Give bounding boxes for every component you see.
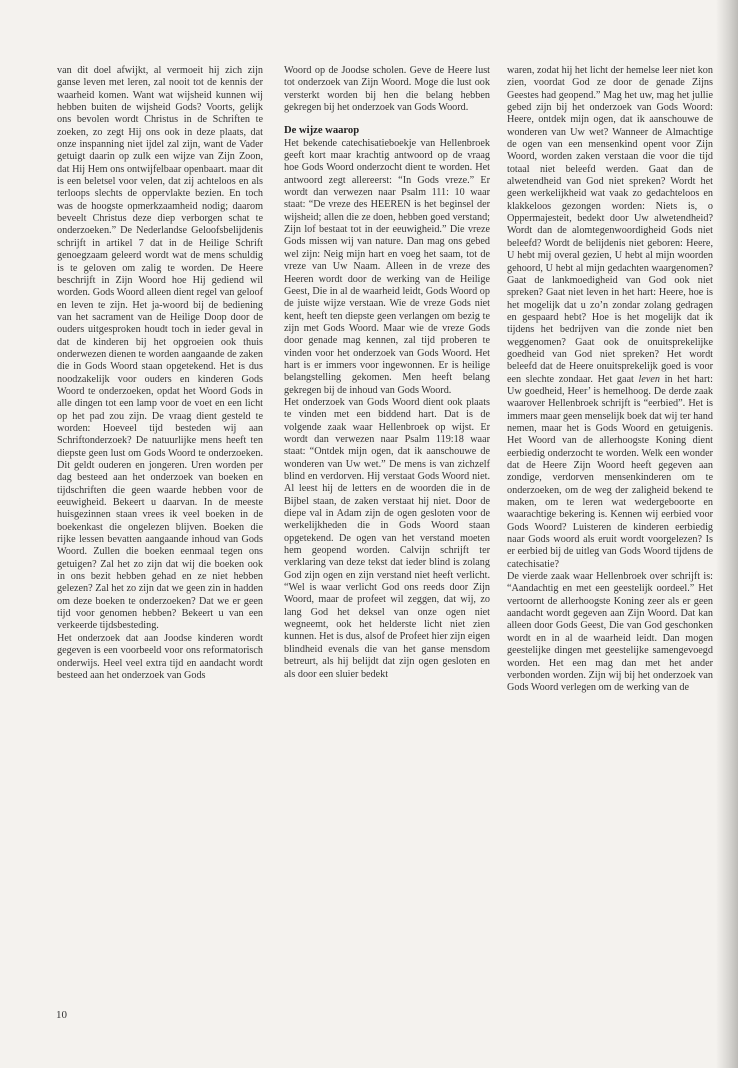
paragraph-text: waren, zodat hij het licht der hemelse leer niet kon zien, voordat God ze door de genade Zijns Geestes had geopend.” Mag het uw, mag het jullie gebed zijn bij het onderzoek van Gods Woord: Heere, ontdek mijn ogen, dat ik aanschouwe de wonderen van Uw wet? Wanneer de Almachtige de ogen van een mensenkind opent voor Zijn Woord, worden zaken verstaan die voor die tijd totaal niet beleefd werden. Gaat dan de alwetendheid van God niet spreken? Wordt het geen werkelijkheid wat vaak zo gedachteloos en klakkeloos gezongen worden: Niets is, o Oppermajesteit, bedekt door Uw alwetendheid? Wordt dan de alomtegenwoordigheid Gods niet beleefd? Wordt de belijdenis niet geboren: Heere, U hebt mij overal gezien, U hebt al mijn woorden gehoord, U hebt al mijn gedachten waargenomen? Gaat de lankmoedigheid van God ook niet spreken? Gaat niet leven in het hart: Heere, hoe is het mogelijk dat u zo’n zondar zolang gedragen en gespaard hebt? Hoe is het mogelijk dat ik tijdens het bedrijven van die zonde niet ben weggenomen? Gaat ook de onuitsprekelijke goedheid van God niet spreken? Het wordt beleefd dat de Heere onuitsprekelijk goed is voor een slechte zondaar. Het gaat [507, 65, 713, 385]
page-number: 10 [56, 1009, 67, 1021]
paragraph: Woord op de Joodse scholen. Geve de Heere lust tot onderzoek van Zijn Woord. Moge die lust ook versterkt worden bij hen die belang hebben gekregen bij het onderzoek van Gods Woord. [284, 65, 490, 114]
section-heading: De wijze waarop [284, 125, 360, 137]
paragraph: De vierde zaak waar Hellenbroek over schrijft is: “Aandachtig en met een geestelijk oordeel.” Het vertoornt de allerhoogste Koning zeer als er geen aandacht wordt gegeven aan Zijn Woord. Dat kan alleen door Gods Geest, Die van God geschonken wordt en in al de waarheid leidt. Dan mogen geestelijke dingen met geestelijke samengevoegd worden. Het een mag dan met het ander verbonden worden. Zijn wij bij het onderzoek van Gods Woord verlegen om de werking van de [507, 571, 713, 694]
paragraph: Het bekende catechisatieboekje van Hellenbroek geeft kort maar krachtig antwoord op de vraag hoe Gods Woord onderzocht dient te worden. Het antwoord zegt allereerst: “In Gods vreze.” Er wordt dan verwezen naar Psalm 111: 10 waar staat: “De vreze des HEEREN is het beginsel der wijsheid; allen die ze doen, hebben goed verstand; Zijn lof bestaat tot in der eeuwigheid.” Die vreze Gods missen wij van nature. Dan mag ons gebed wel zijn: Neig mijn hart en voeg het saam, tot de vreze van Uw Naam. Alleen in de vreze des Heeren wordt door de werking van de Heilige Geest, Die in al de waarheid leidt, Gods Woord op de juiste wijze verstaan. Wie de vreze Gods niet kent, heeft ten diepste geen verlangen om bezig te zijn met Gods Woord. Maar wie de vreze Gods door genade mag kennen, zal tijd proberen te vinden voor het onderzoek van Gods Woord. Het hart is er immers voor ingewonnen. Er is heilige belangstelling gekomen. Men heeft belang gekregen bij de inhoud van Gods Woord. [284, 137, 490, 396]
text-column-right [507, 65, 713, 695]
text-column-middle [284, 65, 490, 681]
paragraph: Het onderzoek van Gods Woord dient ook plaats te vinden met een biddend hart. Dat is de volgende zaak waar Hellenbroek op wijst. Er wordt dan verwezen naar Psalm 119:18 waar staat: “Ontdek mijn ogen, dat ik aanschouwe de wonderen van Uw wet.” De mens is van zichzelf blind en verdorven. Hij verstaat Gods Woord niet. Al leest hij de letters en de woorden die in de Bijbel staan, de zaken verstaat hij niet. Door de diepe val in Adam zijn de ogen gesloten voor de werkelijkheden die in Gods Woord staan opgetekend. De ogen van het verstand moeten hem geopend worden. Calvijn schrijft ter verklaring van deze tekst dat ieder blind is zolang God zijn ogen en zijn verstand niet heeft verlicht. “Wel is waar verlicht God ons reeds door Zijn Woord, maar de profeet wil zeggen, dat wij, zo lang God het deksel van onze ogen niet wegneemt, ook het helderste licht niet zien kunnen. Het is dus, alsof de Profeet hier zijn eigen blindheid evenals die van het ganse mensdom betreurt, als hij belijdt dat zijn ogen gesloten en als door een sluier bedekt [284, 396, 490, 680]
paragraph-text: in het hart: Uw goedheid, Heer’ is hemelhoog. De derde zaak waarover Hellenbroek schrijft is “eerbied”. Het is immers maar geen menselijk boek dat wij ter hand nemen, maar het is Gods Woord en getuigenis. Het Woord van de allerhoogste Koning dient eerbiedig onderzocht te worden. Welk een wonder dat de Heere Zijn Woord heeft gegeven aan zondige, verdorven mensenkinderen om te onderzoeken, om de weg der zaligheid bekend te maken, om te leren wat wedergeboorte en waarachtige bekering is. Kennen wij eerbied voor Gods Woord? Luisteren de kinderen eerbiedig naar Gods woord als eruit wordt voorgelezen? Is er eerbied bij de uitleg van Gods Woord tijdens de catechisatie? [507, 373, 713, 570]
page-edge-shadow [716, 0, 738, 1068]
paragraph [507, 65, 713, 571]
paragraph: Het onderzoek dat aan Joodse kinderen wordt gegeven is een voorbeeld voor ons reformatorisch onderwijs. Heel veel extra tijd en aandacht wordt besteed aan het onderzoek van Gods [57, 632, 263, 681]
text-column-left [57, 65, 263, 682]
emphasis-text: leven [638, 373, 661, 385]
paragraph: van dit doel afwijkt, al vermoeit hij zich zijn ganse leven met leren, zal nooit tot de kennis der waarheid komen. Want wat wijsheid kunnen wij hebben buiten de wijsheid Gods? Voorts, gelijk ons bevolen wordt Christus in de Schriften te zoeken, zo zegt Hij ons ook in deze plaats, dat onze inspanning niet ijdel zal zijn, want de Vader getuigt daarin op zulk een wijze van Zijn Zoon, dat Hij Hem ons ontwijfelbaar openbaart. maar dit is een beletsel voor velen, dat zij achteloos en als terloops slechts de oppervlakte bezien. En toch was de hoogste opmerkzaamheid nodig; daarom beveelt Christus deze diep verborgen schat te onderzoeken.” De Nederlandse Geloofsbelijdenis schrijft in artikel 7 dat in de Heilige Schrift genoegzaam geleerd wordt wat de mens schuldig is te geloven om zalig te worden. De Heere beschrijft in Zijn Woord hoe Hij gediend wil worden. Gods Woord alleen dient regel van geloof en leven te zijn. Het ja-woord bij de bediening van het sacrament van de Heilige Doop door de ouders uitgesproken houdt toch in ieder geval in dat de kinderen bij het opgroeien ook thuis onderwezen dienen te worden aangaande de zaken die in Gods Woord staan opgetekend. Het is dus noodzakelijk voor ouders en kinderen Gods Woord te onderzoeken, opdat het Woord Gods in alle dingen tot een lamp voor de voet en een licht op het pad zou zijn. De vraag dient gesteld te worden: Hoeveel tijd besteden wij aan Schriftonderzoek? De natuurlijke mens heeft ten diepste geen lust om Gods Woord te onderzoeken. Dit geldt ouderen en jongeren. Uren worden per dag besteed aan het onderzoek van boeken en tijdschriften die geen waarde hebben voor de eeuwigheid. Bekeert u daarvan. In de meeste huisgezinnen staan vrees ik veel boeken in de boekenkast die ongelezen blijven. Boeken die rijke lessen bevatten aangaande inhoud van Gods Woord. Zullen die boeken eenmaal tegen ons getuigen? Zal het zo zijn dat wij die boeken ook in ons bezit hebben gehad en ze niet hebben gelezen? Zal het zo zijn dat we geen zin in hadden om deze boeken te onderzoeken? Dat we er geen tijd voor genomen hebben? Bekeert u van een verkeerde tijdsbesteding. [57, 65, 263, 632]
